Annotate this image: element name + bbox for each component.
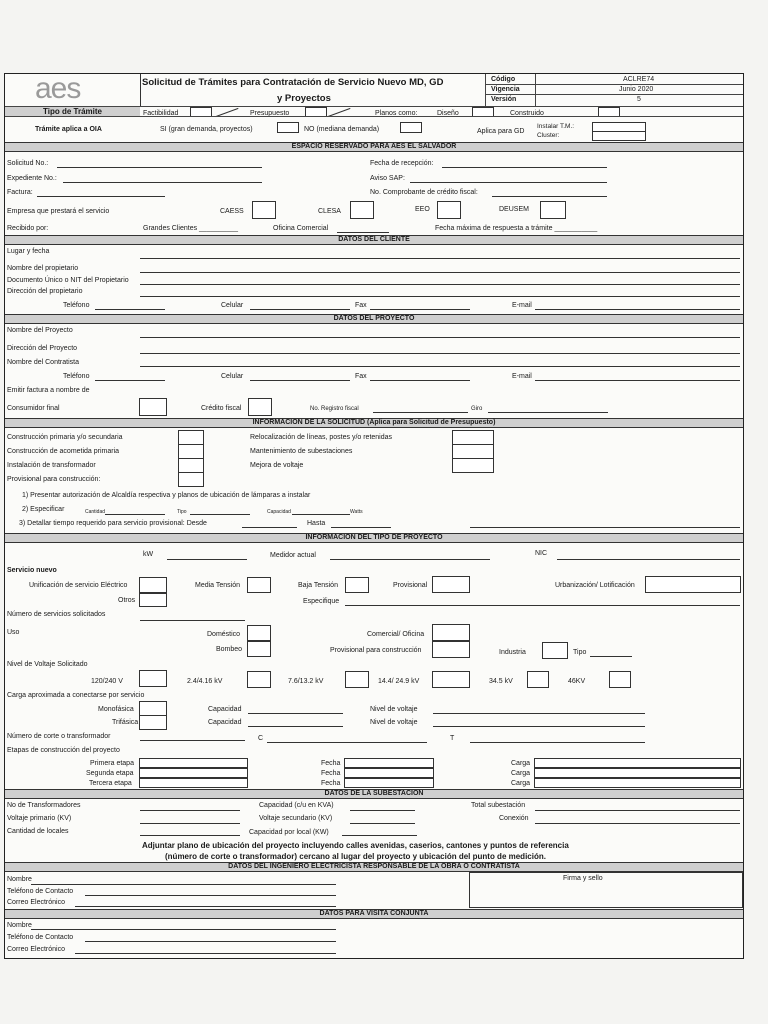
monofasica-capacidad-label: Capacidad: [208, 706, 242, 713]
trifasica-capacidad-label: Capacidad: [208, 719, 242, 726]
primera-etapa-label: Primera etapa: [90, 760, 134, 767]
documento-label: Documento Único o NIT del Propietario: [7, 277, 129, 284]
conexion-field[interactable]: [535, 823, 740, 824]
provisional-construccion-label: Provisional para construcción:: [7, 476, 101, 483]
visita-telefono-label: Teléfono de Contacto: [7, 934, 74, 941]
urbanizacion-checkbox[interactable]: [645, 576, 741, 593]
form-title-line1: Solicitud de Trámites para Contratación de Servicio Nuevo MD, GD: [142, 77, 444, 88]
si-gran-demanda-checkbox[interactable]: [277, 122, 299, 133]
especificar-tipo-field[interactable]: [190, 514, 250, 515]
v1-label: 120/240 V: [91, 678, 123, 685]
credito-fiscal-checkbox[interactable]: [248, 398, 272, 416]
expediente-no-field[interactable]: [63, 182, 262, 183]
vigencia-value: Junio 2020: [619, 86, 654, 93]
especificar-tipo-label: Tipo: [177, 509, 187, 515]
cantidad-locales-label: Cantidad de locales: [7, 828, 69, 835]
voltaje-primario-label: Voltaje primario (KV): [7, 815, 72, 822]
industria-tipo-label: Tipo: [573, 649, 587, 656]
nivel-voltaje-label: Nivel de Voltaje Solicitado: [7, 661, 88, 668]
no-mediana-demanda-checkbox[interactable]: [400, 122, 422, 133]
conexion-label: Conexión: [499, 815, 529, 822]
tercera-fecha-field[interactable]: [344, 778, 434, 788]
cliente-telefono-field[interactable]: [95, 309, 165, 310]
primera-etapa-field[interactable]: [139, 758, 248, 768]
cliente-fax-label: Fax: [355, 302, 367, 309]
contratista-label: Nombre del Contratista: [7, 359, 79, 366]
v4-checkbox[interactable]: [432, 671, 470, 688]
comprobante-field[interactable]: [492, 196, 607, 197]
diseno-label: Diseño: [437, 110, 459, 117]
caess-checkbox[interactable]: [252, 201, 276, 219]
proyecto-email-field[interactable]: [535, 380, 740, 381]
corte-c-field[interactable]: [267, 742, 427, 743]
oia-label: Trámite aplica a OIA: [35, 126, 102, 133]
version-label: Versión: [491, 96, 517, 103]
otros-label: Otros: [118, 597, 136, 604]
trifasica-nivel-voltaje-label: Nivel de voltaje: [370, 719, 418, 726]
acometida-label: Construcción de acometida primaria: [7, 448, 120, 455]
especifique-field[interactable]: [345, 605, 740, 606]
registro-fiscal-label: No. Registro fiscal: [310, 406, 359, 412]
tercera-carga-field[interactable]: [534, 778, 741, 788]
visita-nombre-label: Nombre: [7, 922, 32, 929]
otros-checkbox[interactable]: [139, 593, 167, 607]
proyecto-email-label: E-mail: [512, 373, 532, 380]
nombre-propietario-label: Nombre del propietario: [7, 265, 79, 272]
eeo-checkbox[interactable]: [437, 201, 461, 219]
v5-checkbox[interactable]: [527, 671, 549, 688]
especificar-capacidad-field[interactable]: [292, 514, 350, 515]
v3-checkbox[interactable]: [345, 671, 369, 688]
v6-checkbox[interactable]: [609, 671, 631, 688]
grandes-clientes-label: Grandes Clientes __________: [143, 225, 238, 232]
carga-aproximada-label: Carga aproximada a conectarse por servicio: [7, 692, 145, 699]
ingeniero-telefono-label: Teléfono de Contacto: [7, 888, 74, 895]
industria-tipo-field[interactable]: [590, 656, 632, 657]
construccion-primaria-label: Construcción primaria y/o secundaria: [7, 434, 123, 441]
oficina-comercial-field[interactable]: [337, 232, 389, 233]
proyecto-celular-label: Celular: [221, 373, 244, 380]
segunda-carga-label: Carga: [511, 770, 531, 777]
credito-fiscal-label: Crédito fiscal: [201, 405, 242, 412]
lugar-fecha-field[interactable]: [140, 258, 740, 259]
aviso-sap-field[interactable]: [410, 182, 607, 183]
kw-field[interactable]: [167, 559, 247, 560]
consumidor-final-checkbox[interactable]: [139, 398, 167, 416]
aes-logo: aes: [35, 72, 81, 105]
consumidor-final-label: Consumidor final: [7, 405, 60, 412]
domestico-checkbox[interactable]: [247, 625, 271, 641]
tercera-fecha-label: Fecha: [321, 780, 341, 787]
giro-label: Giro: [471, 406, 483, 412]
num-corte-field[interactable]: [140, 740, 245, 741]
provisional-hasta-field[interactable]: [331, 527, 391, 528]
media-tension-label: Media Tensión: [195, 582, 241, 589]
bombeo-label: Bombeo: [216, 646, 243, 653]
primera-fecha-field[interactable]: [344, 758, 434, 768]
proyecto-celular-field[interactable]: [250, 380, 350, 381]
no-mediana-demanda-label: NO (mediana demanda): [304, 126, 380, 133]
relocalizacion-label: Relocalización de líneas, postes y/o retenidas: [250, 434, 393, 441]
servicio-nuevo-label: Servicio nuevo: [7, 567, 57, 574]
emitir-factura-label: Emitir factura a nombre de: [7, 387, 90, 394]
v5-label: 34.5 kV: [489, 678, 513, 685]
deusem-label: DEUSEM: [499, 206, 529, 213]
firma-sello-label: Firma y sello: [563, 875, 603, 882]
relocalizacion-checkbox[interactable]: [452, 430, 494, 445]
nombre-propietario-field[interactable]: [140, 272, 740, 273]
proyecto-telefono-label: Teléfono: [63, 373, 90, 380]
urbanizacion-label: Urbanización/ Lotificación: [555, 582, 635, 589]
ingeniero-nombre-label: Nombre: [7, 876, 32, 883]
primera-carga-field[interactable]: [534, 758, 741, 768]
transformador-label: Instalación de transformador: [7, 462, 96, 469]
expediente-no-label: Expediente No.:: [7, 175, 57, 182]
provisional-checkbox[interactable]: [432, 576, 470, 593]
num-corte-label: Número de corte o transformador: [7, 733, 111, 740]
provisional-construccion-checkbox[interactable]: [178, 472, 204, 487]
uso-label: Uso: [7, 629, 20, 636]
segunda-fecha-label: Fecha: [321, 770, 341, 777]
tercera-etapa-label: Tercera etapa: [89, 780, 132, 787]
cluster-field[interactable]: [592, 131, 646, 141]
visita-correo-label: Correo Electrónico: [7, 946, 65, 953]
tercera-etapa-field[interactable]: [139, 778, 248, 788]
visita-nombre-field[interactable]: [31, 929, 336, 930]
request-form: [4, 73, 744, 959]
presupuesto-label: Presupuesto: [250, 110, 290, 117]
proyecto-fax-label: Fax: [355, 373, 367, 380]
solicitud-item1: 1) Presentar autorización de Alcaldía respectiva y planos de ubicación de lámparas a instalar: [22, 492, 311, 499]
contratista-field[interactable]: [140, 366, 740, 367]
solicitud-item2: 2) Especificar: [22, 506, 65, 513]
corte-t-label: T: [450, 735, 455, 742]
capacidad-kva-label: Capacidad (c/u en KVA): [259, 802, 334, 809]
primera-carga-label: Carga: [511, 760, 531, 767]
instalar-tm-label: Instalar T.M.:: [537, 123, 575, 130]
voltaje-primario-field[interactable]: [140, 823, 240, 824]
capacidad-kva-field[interactable]: [350, 810, 415, 811]
especificar-cantidad-field[interactable]: [105, 514, 165, 515]
tercera-carga-label: Carga: [511, 780, 531, 787]
capacidad-local-field[interactable]: [342, 835, 417, 836]
nota-line2: (número de corte o transformador) cercano al lugar del proyecto y ubicación del punto de medición.: [165, 852, 546, 861]
especificar-watts-label: Watts: [350, 509, 363, 515]
no-transformadores-field[interactable]: [140, 810, 240, 811]
segunda-fecha-field[interactable]: [344, 768, 434, 778]
kw-label: kW: [143, 551, 154, 558]
primera-fecha-label: Fecha: [321, 760, 341, 767]
version-value: 5: [637, 96, 641, 103]
fecha-recepcion-field[interactable]: [442, 167, 607, 168]
especificar-cantidad-label: Cantidad: [85, 509, 106, 515]
section-subestacion-header: DATOS DE LA SUBESTACION: [5, 789, 743, 799]
giro-field[interactable]: [488, 412, 608, 413]
no-transformadores-label: No de Transformadores: [7, 802, 81, 809]
v2-checkbox[interactable]: [247, 671, 271, 688]
provisional-construccion-uso-label: Provisional para construcción: [330, 647, 422, 654]
section-tipo-proyecto-header: INFORMACION DEL TIPO DE PROYECTO: [5, 533, 743, 543]
oficina-comercial-label: Oficina Comercial: [273, 225, 329, 232]
domestico-label: Doméstico: [207, 631, 241, 638]
comprobante-label: No. Comprobante de crédito fiscal:: [370, 189, 478, 196]
construido-label: Construido: [510, 110, 544, 117]
trifasica-label: Trifásica: [112, 719, 139, 726]
caess-label: CAESS: [220, 208, 244, 215]
proyecto-telefono-field[interactable]: [95, 380, 165, 381]
tipo-tramite-label: Tipo de Trámite: [5, 107, 140, 116]
industria-label: Industria: [499, 649, 526, 656]
proyecto-fax-field[interactable]: [370, 380, 470, 381]
hasta-label: Hasta: [307, 520, 326, 527]
acometida-checkbox[interactable]: [178, 444, 204, 459]
direccion-propietario-field[interactable]: [140, 296, 740, 297]
fecha-max-label: Fecha máxima de respuesta a trámite ___________: [435, 225, 598, 232]
direccion-proyecto-label: Dirección del Proyecto: [7, 345, 78, 352]
trifasica-checkbox[interactable]: [139, 715, 167, 730]
cliente-email-field[interactable]: [535, 309, 740, 310]
num-servicios-field[interactable]: [140, 620, 245, 621]
industria-checkbox[interactable]: [542, 642, 568, 659]
v1-checkbox[interactable]: [139, 670, 167, 687]
corte-t-field[interactable]: [470, 742, 645, 743]
mejora-voltaje-checkbox[interactable]: [452, 458, 494, 473]
segunda-carga-field[interactable]: [534, 768, 741, 778]
provisional-desde-field[interactable]: [242, 527, 297, 528]
especificar-capacidad-label: Capacidad: [267, 509, 291, 515]
transformador-checkbox[interactable]: [178, 458, 204, 473]
factura-label: Factura:: [7, 189, 33, 196]
si-gran-demanda-label: SI (gran demanda, proyectos): [160, 126, 253, 133]
cliente-celular-label: Celular: [221, 302, 244, 309]
firma-sello-box[interactable]: [469, 872, 743, 908]
v4-label: 14.4/ 24.9 kV: [378, 678, 420, 685]
clesa-label: CLESA: [318, 208, 341, 215]
construccion-primaria-checkbox[interactable]: [178, 430, 204, 445]
comercial-oficina-checkbox[interactable]: [432, 624, 470, 641]
cantidad-locales-field[interactable]: [140, 835, 240, 836]
ingeniero-nombre-field[interactable]: [31, 884, 336, 885]
factibilidad-label: Factibilidad: [143, 110, 179, 117]
bombeo-checkbox[interactable]: [247, 641, 271, 657]
voltaje-secundario-field[interactable]: [350, 823, 415, 824]
nota-line1: Adjuntar plano de ubicación del proyecto incluyendo calles avenidas, caserios, cantones y puntos de referencia: [142, 841, 569, 850]
solicitud-no-field[interactable]: [57, 167, 262, 168]
registro-fiscal-field[interactable]: [373, 412, 468, 413]
segunda-etapa-field[interactable]: [139, 768, 248, 778]
nombre-proyecto-field[interactable]: [140, 337, 740, 338]
clesa-checkbox[interactable]: [350, 201, 374, 219]
cluster-label: Cluster:: [537, 132, 560, 139]
media-tension-checkbox[interactable]: [247, 577, 271, 593]
ingeniero-correo-label: Correo Electrónico: [7, 899, 65, 906]
especifique-label: Especifique: [303, 598, 340, 605]
num-servicios-label: Número de servicios solicitados: [7, 611, 106, 618]
direccion-proyecto-field[interactable]: [140, 353, 740, 354]
unificacion-checkbox[interactable]: [139, 577, 167, 593]
provisional-construccion-uso-checkbox[interactable]: [432, 641, 470, 658]
trifasica-nivel-voltaje-field[interactable]: [433, 726, 645, 727]
fecha-recepcion-label: Fecha de recepción:: [370, 160, 434, 167]
nombre-proyecto-label: Nombre del Proyecto: [7, 327, 73, 334]
cliente-celular-field[interactable]: [250, 309, 350, 310]
recibido-label: Recibido por:: [7, 225, 49, 232]
codigo-label: Código: [491, 76, 516, 83]
aviso-sap-label: Aviso SAP:: [370, 175, 405, 182]
baja-tension-label: Baja Tensión: [298, 582, 338, 589]
section-cliente-header: DATOS DEL CLIENTE: [5, 235, 743, 245]
total-subestacion-field[interactable]: [535, 810, 740, 811]
unificacion-label: Unificación de servicio Eléctrico: [29, 582, 128, 589]
aplica-gd-label: Aplica para GD: [477, 128, 525, 135]
mejora-voltaje-label: Mejora de voltaje: [250, 462, 304, 469]
solicitud-no-label: Solicitud No.:: [7, 160, 49, 167]
v2-label: 2.4/4.16 kV: [187, 678, 223, 685]
corte-c-label: C: [258, 735, 264, 742]
planos-como-label: Planos como:: [375, 110, 418, 117]
mantenimiento-checkbox[interactable]: [452, 444, 494, 459]
total-subestacion-label: Total subestación: [471, 802, 526, 809]
section-proyecto-header: DATOS DEL PROYECTO: [5, 314, 743, 324]
section-ingeniero-header: DATOS DEL INGENIERO ELECTRICISTA RESPONSABLE DE LA OBRA O CONTRATISTA: [5, 862, 743, 872]
header-logo-area: [5, 74, 141, 106]
comercial-oficina-label: Comercial/ Oficina: [367, 631, 425, 638]
deusem-checkbox[interactable]: [540, 201, 566, 219]
monofasica-label: Monofásica: [98, 706, 134, 713]
cliente-telefono-label: Teléfono: [63, 302, 90, 309]
visita-telefono-field[interactable]: [85, 941, 336, 942]
documento-field[interactable]: [140, 284, 740, 285]
etapas-label: Etapas de construcción del proyecto: [7, 747, 120, 754]
section-solicitud-header: INFORMACION DE LA SOLICITUD (Aplica para Solicitud de Presupuesto): [5, 418, 743, 428]
medidor-actual-field[interactable]: [330, 559, 490, 560]
form-title-line2: y Proyectos: [277, 93, 331, 104]
nic-field[interactable]: [557, 559, 740, 560]
voltaje-secundario-label: Voltaje secundario (KV): [259, 815, 333, 822]
medidor-actual-label: Medidor actual: [270, 552, 316, 559]
provisional-label: Provisional: [393, 582, 428, 589]
segunda-etapa-label: Segunda etapa: [86, 770, 134, 777]
capacidad-local-label: Capacidad por local (KW): [249, 829, 329, 836]
mantenimiento-label: Mantenimiento de subestaciones: [250, 448, 353, 455]
eeo-label: EEO: [415, 206, 430, 213]
visita-correo-field[interactable]: [75, 953, 336, 954]
section-aes-header: ESPACIO RESERVADO PARA AES EL SALVADOR: [5, 142, 743, 152]
direccion-propietario-label: Dirección del propietario: [7, 288, 83, 295]
lugar-fecha-label: Lugar y fecha: [7, 248, 50, 255]
empresa-label: Empresa que prestará el servicio: [7, 208, 110, 215]
factura-field[interactable]: [37, 196, 165, 197]
section-visita-header: DATOS PARA VISITA CONJUNTA: [5, 909, 743, 919]
baja-tension-checkbox[interactable]: [345, 577, 369, 593]
solicitud-item3: 3) Detallar tiempo requerido para servicio provisional: Desde: [19, 520, 207, 527]
ingeniero-correo-field[interactable]: [75, 906, 336, 907]
vigencia-label: Vigencia: [491, 86, 520, 93]
monofasica-nivel-voltaje-field[interactable]: [433, 713, 645, 714]
cliente-fax-field[interactable]: [370, 309, 470, 310]
monofasica-checkbox[interactable]: [139, 701, 167, 716]
codigo-value: ACLRE74: [623, 76, 655, 83]
ingeniero-telefono-field[interactable]: [85, 895, 336, 896]
cliente-email-label: E-mail: [512, 302, 532, 309]
v6-label: 46KV: [568, 678, 586, 685]
monofasica-nivel-voltaje-label: Nivel de voltaje: [370, 706, 418, 713]
trifasica-capacidad-field[interactable]: [248, 726, 343, 727]
monofasica-capacidad-field[interactable]: [248, 713, 343, 714]
v3-label: 7.6/13.2 kV: [288, 678, 324, 685]
nic-label: NIC: [535, 550, 548, 557]
